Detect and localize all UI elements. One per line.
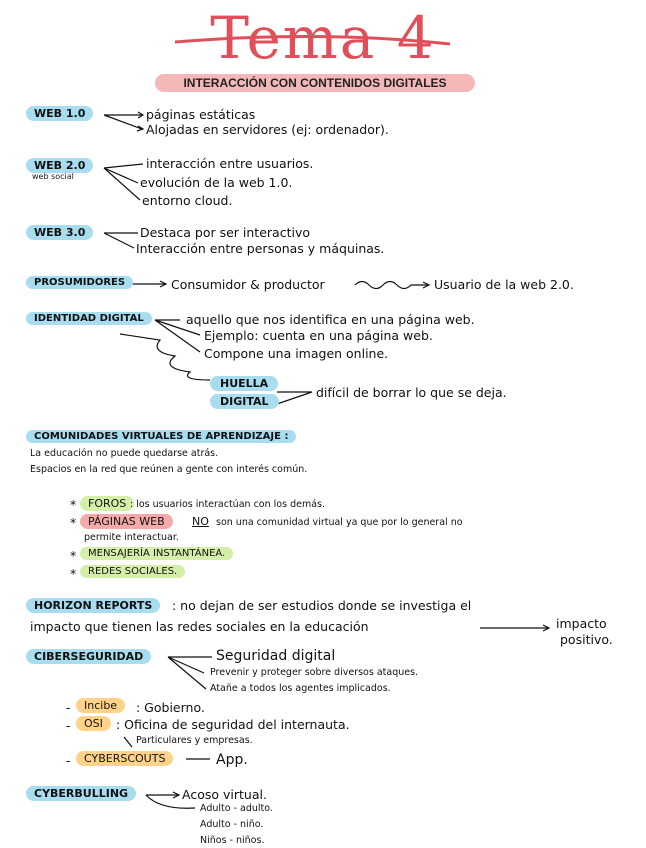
- foros-label: FOROS: [80, 496, 134, 511]
- huella-label-1: HUELLA: [210, 376, 278, 391]
- ciberseguridad-item: Prevenir y proteger sobre diversos ataques.: [210, 667, 419, 678]
- incibe-label: Incibe: [76, 698, 125, 713]
- cyberbulling-item: Adulto - adulto.: [200, 803, 273, 814]
- osi-label: OSI: [76, 716, 111, 731]
- web2-item: entorno cloud.: [142, 193, 233, 208]
- web3-item: Destaca por ser interactivo: [140, 225, 310, 240]
- identidad-item: Compone una imagen online.: [204, 346, 389, 361]
- web1-item: Alojadas en servidores (ej: ordenador).: [146, 122, 389, 137]
- web3-label: WEB 3.0: [26, 225, 93, 240]
- web2-item: evolución de la web 1.0.: [140, 175, 293, 190]
- cyberscouts-label: CYBERSCOUTS: [76, 751, 173, 766]
- paginas-text: permite interactuar.: [84, 532, 179, 543]
- identidad-label: IDENTIDAD DIGITAL: [26, 312, 152, 325]
- osi-sub: Particulares y empresas.: [136, 735, 253, 746]
- incibe-text: : Gobierno.: [136, 700, 205, 715]
- horizon-result: impacto: [556, 616, 607, 631]
- cyberbulling-item: Niños - niños.: [200, 835, 265, 846]
- bullet-foros: *: [70, 497, 77, 512]
- web2-item: interacción entre usuarios.: [146, 156, 314, 171]
- prosumidores-result: Usuario de la web 2.0.: [434, 277, 574, 292]
- ciberseguridad-item: Atañe a todos los agentes implicados.: [210, 683, 391, 694]
- dash: -: [66, 700, 71, 715]
- web3-item: Interacción entre personas y máquinas.: [136, 241, 385, 256]
- ciberseguridad-item: Seguridad digital: [216, 648, 336, 664]
- dash: -: [66, 753, 71, 768]
- web2-label: WEB 2.0: [26, 158, 93, 173]
- prosumidores-text: Consumidor & productor: [171, 277, 325, 292]
- horizon-result: positivo.: [560, 632, 613, 647]
- dash: -: [66, 718, 71, 733]
- cyberbulling-item: Adulto - niño.: [200, 819, 264, 830]
- comunidades-line: La educación no puede quedarse atrás.: [30, 448, 219, 459]
- cyberbulling-label: CYBERBULLING: [26, 786, 136, 801]
- web1-item: páginas estáticas: [146, 107, 256, 122]
- web1-label: WEB 1.0: [26, 106, 93, 121]
- redes-label: REDES SOCIALES.: [80, 565, 185, 578]
- cyberscouts-text: App.: [216, 752, 248, 768]
- comunidades-label: COMUNIDADES VIRTUALES DE APRENDIZAJE :: [26, 430, 296, 443]
- bullet-mensajeria: *: [70, 548, 77, 563]
- horizon-text: : no dejan de ser estudios donde se investiga el: [172, 598, 472, 613]
- comunidades-line: Espacios en la red que reúnen a gente con interés común.: [30, 464, 308, 475]
- paginas-text: son una comunidad virtual ya que por lo general no: [216, 517, 463, 528]
- foros-text: : los usuarios interactúan con los demás.: [130, 499, 325, 510]
- cyberbulling-item: Acoso virtual.: [182, 787, 267, 802]
- page-subtitle: INTERACCIÓN CON CONTENIDOS DIGITALES: [155, 74, 475, 92]
- web2-sublabel: web social: [32, 172, 74, 181]
- huella-text: difícil de borrar lo que se deja.: [316, 385, 507, 400]
- identidad-item: Ejemplo: cuenta en una página web.: [204, 328, 433, 343]
- ciberseguridad-label: CIBERSEGURIDAD: [26, 649, 151, 664]
- mensajeria-label: MENSAJERÍA INSTANTÁNEA.: [80, 547, 233, 560]
- page-title: Tema 4: [210, 4, 436, 72]
- bullet-paginas: *: [70, 515, 77, 530]
- paginas-label: PÁGINAS WEB: [80, 514, 173, 529]
- paginas-no: NO: [192, 515, 209, 528]
- bullet-redes: *: [70, 566, 77, 581]
- horizon-text: impacto que tienen las redes sociales en la educación: [30, 619, 369, 634]
- huella-label-2: DIGITAL: [210, 394, 279, 409]
- osi-text: : Oficina de seguridad del internauta.: [116, 717, 350, 732]
- identidad-item: aquello que nos identifica en una página web.: [186, 312, 475, 327]
- prosumidores-label: PROSUMIDORES: [26, 276, 133, 289]
- horizon-label: HORIZON REPORTS: [26, 598, 160, 613]
